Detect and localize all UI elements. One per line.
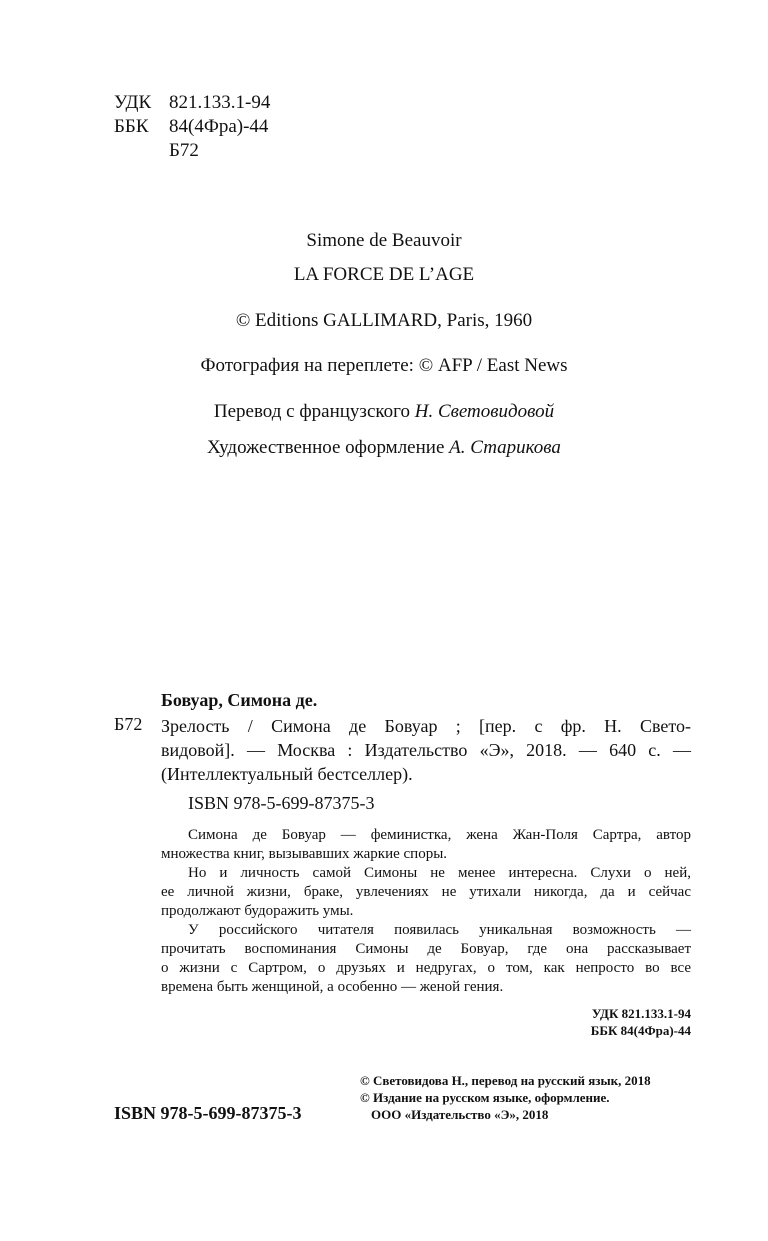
footer-isbn: ISBN 978-5-699-87375-3: [114, 1103, 302, 1123]
catalog-line-1: Зрелость / Симона де Бовуар ; [пер. с фр. Н. Свето-: [161, 716, 691, 736]
designer-name: А. Старикова: [449, 437, 561, 458]
translation-prefix: Перевод с французского: [213, 401, 415, 422]
annotation-line: Но и личность самой Симоны не менее интересна. Слухи о ней,: [188, 865, 691, 881]
catalog-line-3: (Интеллектуальный бестселлер).: [161, 764, 413, 784]
catalog-isbn: ISBN 978-5-699-87375-3: [188, 793, 375, 813]
annotation: [161, 826, 691, 997]
udk-value: 821.133.1-94: [169, 92, 271, 113]
footer-udk: УДК 821.133.1-94: [591, 1006, 691, 1021]
original-copyright: © Editions GALLIMARD, Paris, 1960: [235, 310, 533, 331]
annotation-line: прочитать воспоминания Симоны де Бовуар, где она рассказывает: [161, 941, 691, 957]
design-prefix: Художественное оформление: [207, 437, 450, 458]
bbk-value: 84(4Фра)-44: [169, 116, 269, 137]
photo-credit: Фотография на переплете: © AFP / East News: [200, 355, 568, 376]
catalog-mark: Б72: [114, 714, 143, 734]
annotation-line: множества книг, вызывавших жаркие споры.: [161, 846, 448, 862]
annotation-line: времена быть женщиной, а особенно — женой гения.: [161, 979, 504, 995]
udk-label: УДК: [114, 92, 152, 113]
translator-name: Н. Световидовой: [414, 401, 555, 422]
copyright-translation: © Световидова Н., перевод на русский язык, 2018: [360, 1073, 651, 1088]
copyright-block: [360, 1072, 700, 1123]
original-author: Simone de Beauvoir: [306, 230, 462, 251]
design-credit: [0, 437, 768, 459]
bbk-line: [114, 116, 268, 138]
udk-line: [114, 92, 270, 114]
annotation-line: продолжают будоражить умы.: [161, 903, 354, 919]
footer-bbk: ББК 84(4Фра)-44: [590, 1023, 691, 1038]
copyright-edition: © Издание на русском языке, оформление.: [360, 1090, 610, 1105]
author-mark: Б72: [169, 140, 199, 161]
catalog-description: [161, 714, 691, 786]
catalog-line-2: видовой]. — Москва : Издательство «Э», 2018. — 640 с. —: [161, 740, 691, 760]
annotation-line: Симона де Бовуар — феминистка, жена Жан-Поля Сартра, автор: [188, 827, 691, 843]
annotation-line: о жизни с Сартром, о друзьях и недругах, о том, как непросто во все: [161, 960, 691, 976]
original-title: LA FORCE DE L’AGE: [293, 264, 475, 285]
bbk-label: ББК: [114, 116, 149, 137]
catalog-heading: Бовуар, Симона де.: [161, 690, 318, 710]
annotation-line: У российского читателя появилась уникальная возможность —: [188, 922, 691, 938]
translation-credit: [0, 401, 768, 423]
copyright-publisher: ООО «Издательство «Э», 2018: [371, 1107, 549, 1122]
annotation-line: ее личной жизни, браке, увлечениях не утихали никогда, да и сейчас: [161, 884, 691, 900]
